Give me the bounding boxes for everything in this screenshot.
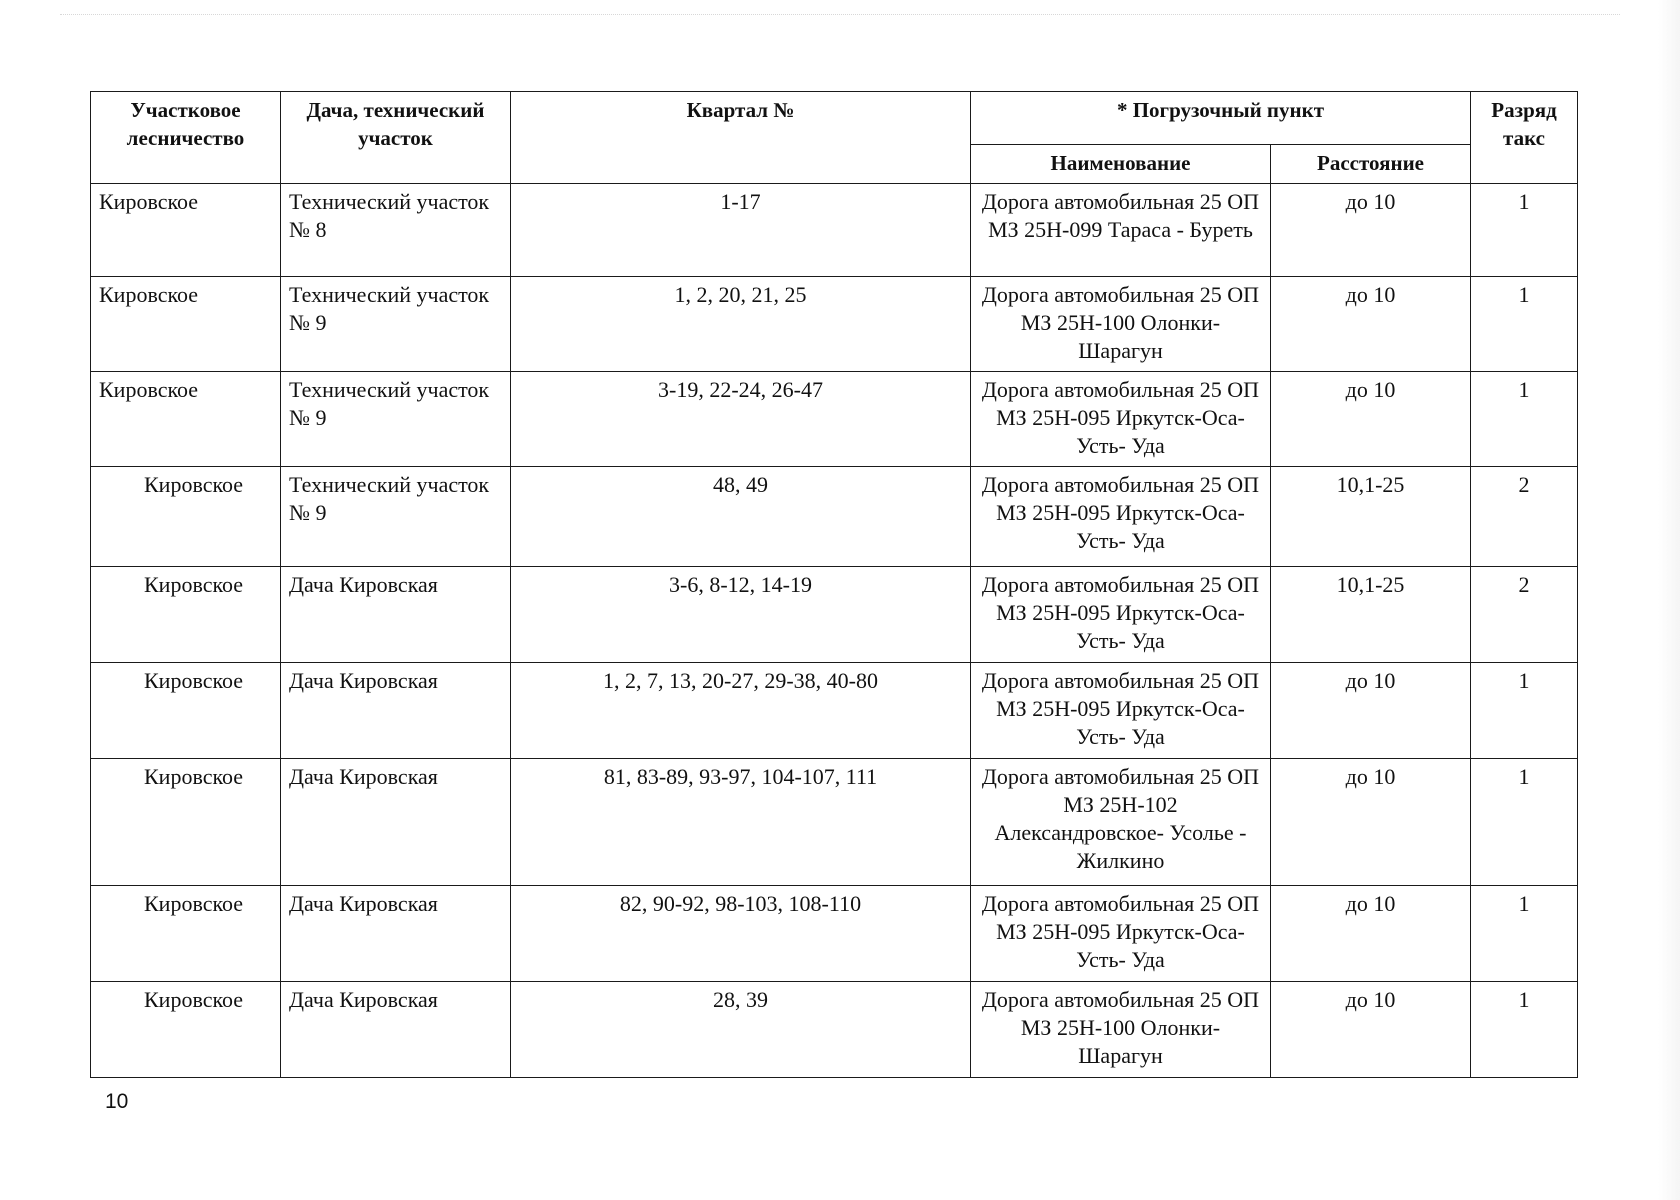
- cell-dacha: Технический участок № 9: [281, 372, 511, 467]
- cell-tax-rank: 1: [1471, 982, 1578, 1078]
- cell-distance: до 10: [1271, 277, 1471, 372]
- cell-loading-point-name: Дорога автомобильная 25 ОП МЗ 25Н-100 Олонки-Шарагун: [971, 277, 1271, 372]
- cell-quarter: 81, 83-89, 93-97, 104-107, 111: [511, 759, 971, 886]
- cell-quarter: 28, 39: [511, 982, 971, 1078]
- scan-artifact-edge: [1658, 0, 1680, 1200]
- table-row: [91, 663, 1578, 759]
- header-distance: Расстояние: [1271, 145, 1471, 184]
- header-row-main: [91, 92, 1578, 145]
- table-row: [91, 982, 1578, 1078]
- header-quarter: Квартал №: [511, 92, 971, 184]
- table-row: [91, 759, 1578, 886]
- cell-distance: 10,1-25: [1271, 467, 1471, 567]
- cell-forestry: Кировское: [91, 467, 281, 567]
- cell-quarter: 48, 49: [511, 467, 971, 567]
- cell-forestry: Кировское: [91, 184, 281, 277]
- scan-artifact-top: [60, 14, 1620, 16]
- cell-distance: до 10: [1271, 663, 1471, 759]
- header-loading-point: * Погрузочный пункт: [971, 92, 1471, 145]
- table-row: [91, 886, 1578, 982]
- cell-loading-point-name: Дорога автомобильная 25 ОП МЗ 25Н-095 Иркутск-Оса-Усть- Уда: [971, 886, 1271, 982]
- cell-distance: до 10: [1271, 982, 1471, 1078]
- cell-loading-point-name: Дорога автомобильная 25 ОП МЗ 25Н-100 Олонки-Шарагун: [971, 982, 1271, 1078]
- cell-dacha: Дача Кировская: [281, 982, 511, 1078]
- table-row: [91, 567, 1578, 663]
- cell-tax-rank: 2: [1471, 567, 1578, 663]
- cell-quarter: 1, 2, 7, 13, 20-27, 29-38, 40-80: [511, 663, 971, 759]
- cell-forestry: Кировское: [91, 886, 281, 982]
- header-tax-rank: Разряд такс: [1471, 92, 1578, 184]
- cell-distance: до 10: [1271, 372, 1471, 467]
- cell-tax-rank: 1: [1471, 184, 1578, 277]
- cell-tax-rank: 1: [1471, 886, 1578, 982]
- cell-dacha: Дача Кировская: [281, 567, 511, 663]
- cell-dacha: Технический участок № 9: [281, 467, 511, 567]
- header-dacha: Дача, технический участок: [281, 92, 511, 184]
- cell-forestry: Кировское: [91, 567, 281, 663]
- cell-tax-rank: 1: [1471, 277, 1578, 372]
- cell-quarter: 1-17: [511, 184, 971, 277]
- cell-dacha: Дача Кировская: [281, 886, 511, 982]
- cell-loading-point-name: Дорога автомобильная 25 ОП МЗ 25Н-099 Тараса - Буреть: [971, 184, 1271, 277]
- cell-forestry: Кировское: [91, 982, 281, 1078]
- cell-quarter: 82, 90-92, 98-103, 108-110: [511, 886, 971, 982]
- cell-tax-rank: 1: [1471, 663, 1578, 759]
- cell-quarter: 1, 2, 20, 21, 25: [511, 277, 971, 372]
- cell-distance: до 10: [1271, 759, 1471, 886]
- cell-quarter: 3-19, 22-24, 26-47: [511, 372, 971, 467]
- loading-points-table: [90, 91, 1578, 1078]
- cell-forestry: Кировское: [91, 759, 281, 886]
- cell-dacha: Технический участок № 8: [281, 184, 511, 277]
- table-row: [91, 372, 1578, 467]
- cell-dacha: Дача Кировская: [281, 663, 511, 759]
- header-name: Наименование: [971, 145, 1271, 184]
- cell-tax-rank: 1: [1471, 759, 1578, 886]
- cell-distance: до 10: [1271, 184, 1471, 277]
- cell-dacha: Технический участок № 9: [281, 277, 511, 372]
- cell-distance: до 10: [1271, 886, 1471, 982]
- table-row: [91, 467, 1578, 567]
- cell-dacha: Дача Кировская: [281, 759, 511, 886]
- cell-loading-point-name: Дорога автомобильная 25 ОП МЗ 25Н-095 Иркутск-Оса-Усть- Уда: [971, 567, 1271, 663]
- cell-loading-point-name: Дорога автомобильная 25 ОП МЗ 25Н-102 Александровское- Усолье - Жилкино: [971, 759, 1271, 886]
- cell-forestry: Кировское: [91, 277, 281, 372]
- cell-distance: 10,1-25: [1271, 567, 1471, 663]
- page-number: 10: [105, 1090, 129, 1113]
- table-row: [91, 277, 1578, 372]
- table-row: [91, 184, 1578, 277]
- cell-loading-point-name: Дорога автомобильная 25 ОП МЗ 25Н-095 Иркутск-Оса-Усть- Уда: [971, 663, 1271, 759]
- header-forestry: Участковое лесничество: [91, 92, 281, 184]
- cell-loading-point-name: Дорога автомобильная 25 ОП МЗ 25Н-095 Иркутск-Оса-Усть- Уда: [971, 467, 1271, 567]
- cell-tax-rank: 1: [1471, 372, 1578, 467]
- cell-quarter: 3-6, 8-12, 14-19: [511, 567, 971, 663]
- cell-forestry: Кировское: [91, 663, 281, 759]
- cell-loading-point-name: Дорога автомобильная 25 ОП МЗ 25Н-095 Иркутск-Оса-Усть- Уда: [971, 372, 1271, 467]
- cell-forestry: Кировское: [91, 372, 281, 467]
- cell-tax-rank: 2: [1471, 467, 1578, 567]
